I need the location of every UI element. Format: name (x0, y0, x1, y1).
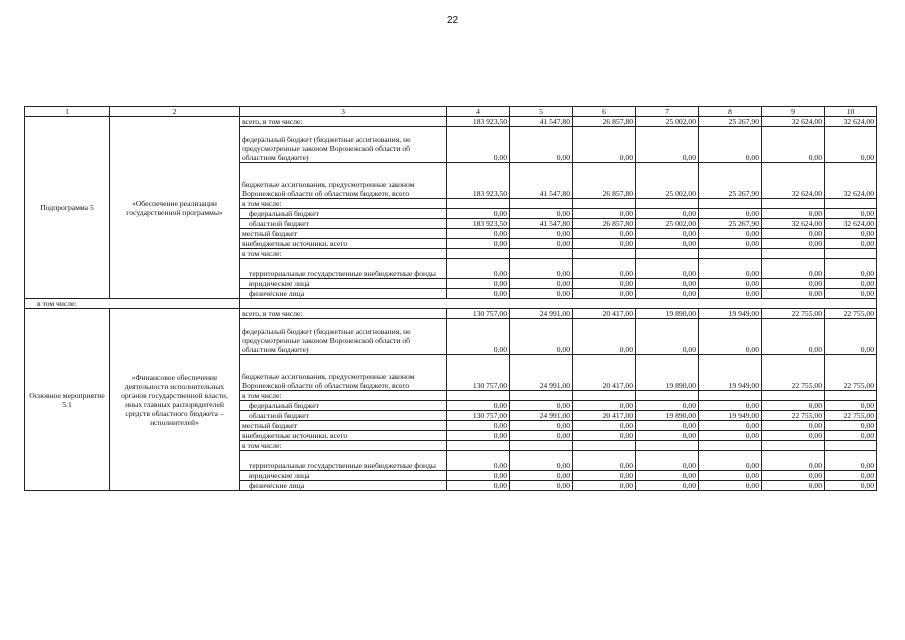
amount-cell (762, 441, 825, 451)
amount-cell: 0,00 (510, 127, 573, 163)
amount-cell: 0,00 (573, 431, 636, 441)
amount-cell: 0,00 (447, 239, 510, 249)
amount-cell: 0,00 (762, 471, 825, 481)
funding-source: территориальные государственные внебюджетные фонды (240, 259, 447, 279)
funding-source: местный бюджет (240, 421, 447, 431)
amount-cell: 0,00 (699, 127, 762, 163)
amount-cell: 130 757,00 (447, 411, 510, 421)
amount-cell: 0,00 (447, 279, 510, 289)
amount-cell: 20 417,00 (573, 411, 636, 421)
section-label: в том числе: (25, 299, 240, 309)
amount-cell: 26 857,80 (573, 117, 636, 127)
column-header: 7 (636, 107, 699, 117)
amount-cell (447, 391, 510, 401)
amount-cell: 0,00 (573, 401, 636, 411)
amount-cell (573, 199, 636, 209)
amount-cell: 0,00 (573, 451, 636, 471)
table-row (25, 117, 877, 127)
amount-cell: 0,00 (636, 319, 699, 355)
amount-cell: 0,00 (447, 127, 510, 163)
funding-source: федеральный бюджет (бюджетные ассигнования, не предусмотренные законом Воронежской области об областном бюджете) (240, 127, 447, 163)
amount-cell: 0,00 (699, 421, 762, 431)
amount-cell: 0,00 (573, 319, 636, 355)
amount-cell: 0,00 (573, 229, 636, 239)
amount-cell: 0,00 (447, 209, 510, 219)
amount-cell: 24 991,00 (510, 411, 573, 421)
amount-cell (510, 441, 573, 451)
amount-cell (825, 199, 877, 209)
amount-cell: 0,00 (447, 319, 510, 355)
amount-cell: 0,00 (636, 451, 699, 471)
amount-cell: 0,00 (510, 431, 573, 441)
section-blank (240, 299, 877, 309)
amount-cell: 0,00 (636, 421, 699, 431)
amount-cell: 0,00 (636, 229, 699, 239)
amount-cell: 183 923,50 (447, 219, 510, 229)
amount-cell: 0,00 (636, 279, 699, 289)
amount-cell: 0,00 (762, 239, 825, 249)
amount-cell: 0,00 (636, 401, 699, 411)
funding-source: областной бюджет (240, 411, 447, 421)
amount-cell: 0,00 (762, 431, 825, 441)
amount-cell (825, 441, 877, 451)
amount-cell: 0,00 (825, 401, 877, 411)
amount-cell: 0,00 (825, 127, 877, 163)
amount-cell: 0,00 (762, 401, 825, 411)
amount-cell (573, 249, 636, 259)
amount-cell: 0,00 (573, 471, 636, 481)
amount-cell: 19 949,00 (699, 411, 762, 421)
amount-cell (447, 199, 510, 209)
amount-cell: 0,00 (573, 239, 636, 249)
amount-cell: 0,00 (510, 319, 573, 355)
amount-cell: 0,00 (510, 451, 573, 471)
funding-source: областной бюджет (240, 219, 447, 229)
amount-cell: 0,00 (447, 471, 510, 481)
amount-cell: 0,00 (573, 209, 636, 219)
column-header: 5 (510, 107, 573, 117)
amount-cell: 41 547,80 (510, 163, 573, 199)
amount-cell: 0,00 (573, 279, 636, 289)
amount-cell: 0,00 (699, 239, 762, 249)
amount-cell: 0,00 (825, 229, 877, 239)
amount-cell (699, 391, 762, 401)
amount-cell: 0,00 (447, 481, 510, 491)
amount-cell: 25 002,00 (636, 163, 699, 199)
amount-cell: 0,00 (699, 431, 762, 441)
amount-cell (510, 249, 573, 259)
amount-cell: 0,00 (510, 279, 573, 289)
funding-source: внебюджетные источники, всего (240, 431, 447, 441)
amount-cell: 25 267,90 (699, 219, 762, 229)
amount-cell (447, 441, 510, 451)
column-header: 10 (825, 107, 877, 117)
amount-cell: 22 755,00 (762, 355, 825, 391)
amount-cell: 0,00 (825, 471, 877, 481)
amount-cell: 32 624,00 (762, 219, 825, 229)
amount-cell: 0,00 (447, 289, 510, 299)
amount-cell: 25 002,00 (636, 117, 699, 127)
amount-cell: 25 267,90 (699, 117, 762, 127)
amount-cell: 0,00 (699, 229, 762, 239)
amount-cell: 22 755,00 (762, 411, 825, 421)
amount-cell (825, 391, 877, 401)
amount-cell: 41 547,80 (510, 117, 573, 127)
funding-source: в том числе: (240, 199, 447, 209)
table-row (25, 309, 877, 319)
funding-source: физические лица (240, 289, 447, 299)
column-header: 4 (447, 107, 510, 117)
amount-cell: 0,00 (573, 481, 636, 491)
amount-cell: 0,00 (825, 209, 877, 219)
amount-cell: 0,00 (699, 279, 762, 289)
amount-cell: 0,00 (573, 289, 636, 299)
amount-cell: 0,00 (825, 279, 877, 289)
amount-cell: 0,00 (825, 319, 877, 355)
funding-source: всего, в том числе: (240, 309, 447, 319)
amount-cell: 20 417,00 (573, 355, 636, 391)
amount-cell: 26 857,80 (573, 163, 636, 199)
amount-cell: 0,00 (510, 471, 573, 481)
amount-cell: 130 757,00 (447, 355, 510, 391)
funding-source: федеральный бюджет (240, 401, 447, 411)
amount-cell: 0,00 (510, 289, 573, 299)
amount-cell: 0,00 (762, 229, 825, 239)
amount-cell (699, 441, 762, 451)
amount-cell: 0,00 (573, 259, 636, 279)
amount-cell: 0,00 (825, 481, 877, 491)
amount-cell: 0,00 (447, 421, 510, 431)
amount-cell: 0,00 (699, 451, 762, 471)
funding-source: местный бюджет (240, 229, 447, 239)
amount-cell: 0,00 (636, 259, 699, 279)
amount-cell: 25 002,00 (636, 219, 699, 229)
amount-cell: 0,00 (447, 229, 510, 239)
funding-source: в том числе: (240, 249, 447, 259)
amount-cell: 0,00 (636, 289, 699, 299)
amount-cell: 0,00 (510, 239, 573, 249)
funding-source: всего, в том числе: (240, 117, 447, 127)
amount-cell: 183 923,50 (447, 163, 510, 199)
funding-source: внебюджетные источники, всего (240, 239, 447, 249)
amount-cell: 0,00 (447, 259, 510, 279)
amount-cell: 22 755,00 (825, 309, 877, 319)
amount-cell: 19 890,00 (636, 309, 699, 319)
funding-source: бюджетные ассигнования, предусмотренные законом Воронежской области об областном бюджете, всего (240, 163, 447, 199)
amount-cell: 0,00 (825, 431, 877, 441)
amount-cell: 32 624,00 (825, 163, 877, 199)
amount-cell: 0,00 (699, 319, 762, 355)
amount-cell: 20 417,00 (573, 309, 636, 319)
amount-cell: 19 890,00 (636, 355, 699, 391)
amount-cell: 0,00 (636, 127, 699, 163)
amount-cell (762, 199, 825, 209)
amount-cell: 0,00 (762, 481, 825, 491)
amount-cell: 0,00 (573, 127, 636, 163)
funding-source: федеральный бюджет (240, 209, 447, 219)
amount-cell (636, 391, 699, 401)
funding-source: федеральный бюджет (бюджетные ассигнования, не предусмотренные законом Воронежской области об областном бюджете) (240, 319, 447, 355)
amount-cell: 41 547,80 (510, 219, 573, 229)
amount-cell: 32 624,00 (825, 219, 877, 229)
amount-cell: 19 890,00 (636, 411, 699, 421)
column-header: 6 (573, 107, 636, 117)
amount-cell: 19 949,00 (699, 309, 762, 319)
amount-cell: 0,00 (636, 431, 699, 441)
amount-cell (573, 441, 636, 451)
amount-cell: 0,00 (447, 401, 510, 411)
funding-source: юридические лица (240, 471, 447, 481)
program-label: Основное мероприятие 5.1 (25, 309, 110, 491)
amount-cell: 0,00 (510, 229, 573, 239)
amount-cell: 24 991,00 (510, 355, 573, 391)
amount-cell: 0,00 (762, 289, 825, 299)
amount-cell: 0,00 (762, 279, 825, 289)
amount-cell: 0,00 (762, 209, 825, 219)
amount-cell: 0,00 (699, 259, 762, 279)
amount-cell: 0,00 (636, 239, 699, 249)
amount-cell: 0,00 (699, 481, 762, 491)
amount-cell: 0,00 (573, 421, 636, 431)
amount-cell (762, 391, 825, 401)
funding-source: физические лица (240, 481, 447, 491)
amount-cell: 0,00 (762, 259, 825, 279)
column-header: 1 (25, 107, 110, 117)
amount-cell: 32 624,00 (762, 117, 825, 127)
funding-source: бюджетные ассигнования, предусмотренные законом Воронежской области об областном бюджете, всего (240, 355, 447, 391)
amount-cell: 0,00 (825, 451, 877, 471)
amount-cell: 0,00 (699, 289, 762, 299)
amount-cell: 0,00 (825, 421, 877, 431)
funding-source: юридические лица (240, 279, 447, 289)
amount-cell: 0,00 (762, 127, 825, 163)
amount-cell: 0,00 (447, 431, 510, 441)
amount-cell: 0,00 (510, 209, 573, 219)
column-header: 3 (240, 107, 447, 117)
program-name: «Обеспечение реализации государственной программы» (110, 117, 240, 299)
amount-cell (636, 441, 699, 451)
amount-cell: 0,00 (510, 259, 573, 279)
column-header: 8 (699, 107, 762, 117)
amount-cell (510, 199, 573, 209)
amount-cell (573, 391, 636, 401)
amount-cell: 130 757,00 (447, 309, 510, 319)
amount-cell: 25 267,90 (699, 163, 762, 199)
amount-cell (447, 249, 510, 259)
amount-cell: 22 755,00 (825, 411, 877, 421)
amount-cell: 183 923,50 (447, 117, 510, 127)
header-row (25, 107, 877, 117)
amount-cell (636, 249, 699, 259)
amount-cell: 32 624,00 (762, 163, 825, 199)
program-label: Подпрограмма 5 (25, 117, 110, 299)
funding-source: в том числе: (240, 391, 447, 401)
amount-cell: 19 949,00 (699, 355, 762, 391)
amount-cell: 0,00 (825, 239, 877, 249)
amount-cell (825, 249, 877, 259)
funding-source: в том числе: (240, 441, 447, 451)
amount-cell (699, 249, 762, 259)
amount-cell (762, 249, 825, 259)
amount-cell: 0,00 (510, 421, 573, 431)
funding-source: территориальные государственные внебюджетные фонды (240, 451, 447, 471)
amount-cell: 26 857,80 (573, 219, 636, 229)
amount-cell: 0,00 (510, 401, 573, 411)
section-row (25, 299, 877, 309)
amount-cell: 0,00 (447, 451, 510, 471)
amount-cell: 0,00 (636, 481, 699, 491)
amount-cell (699, 199, 762, 209)
amount-cell: 32 624,00 (825, 117, 877, 127)
amount-cell: 22 755,00 (825, 355, 877, 391)
program-name: «Финансовое обеспечение деятельности исполнительных органов государственной власти, иных главных распорядителей средств областного бюджета – исполнителей» (110, 309, 240, 491)
amount-cell: 0,00 (762, 421, 825, 431)
amount-cell: 0,00 (636, 471, 699, 481)
amount-cell: 0,00 (699, 471, 762, 481)
page-number: 22 (446, 15, 459, 26)
budget-table (24, 106, 877, 491)
column-header: 9 (762, 107, 825, 117)
amount-cell: 0,00 (699, 401, 762, 411)
amount-cell: 0,00 (510, 481, 573, 491)
amount-cell: 0,00 (636, 209, 699, 219)
amount-cell: 0,00 (762, 451, 825, 471)
amount-cell (636, 199, 699, 209)
amount-cell: 0,00 (762, 319, 825, 355)
amount-cell: 0,00 (825, 259, 877, 279)
amount-cell: 0,00 (825, 289, 877, 299)
amount-cell (510, 391, 573, 401)
amount-cell: 24 991,00 (510, 309, 573, 319)
column-header: 2 (110, 107, 240, 117)
amount-cell: 22 755,00 (762, 309, 825, 319)
table-body (25, 107, 877, 491)
amount-cell: 0,00 (699, 209, 762, 219)
